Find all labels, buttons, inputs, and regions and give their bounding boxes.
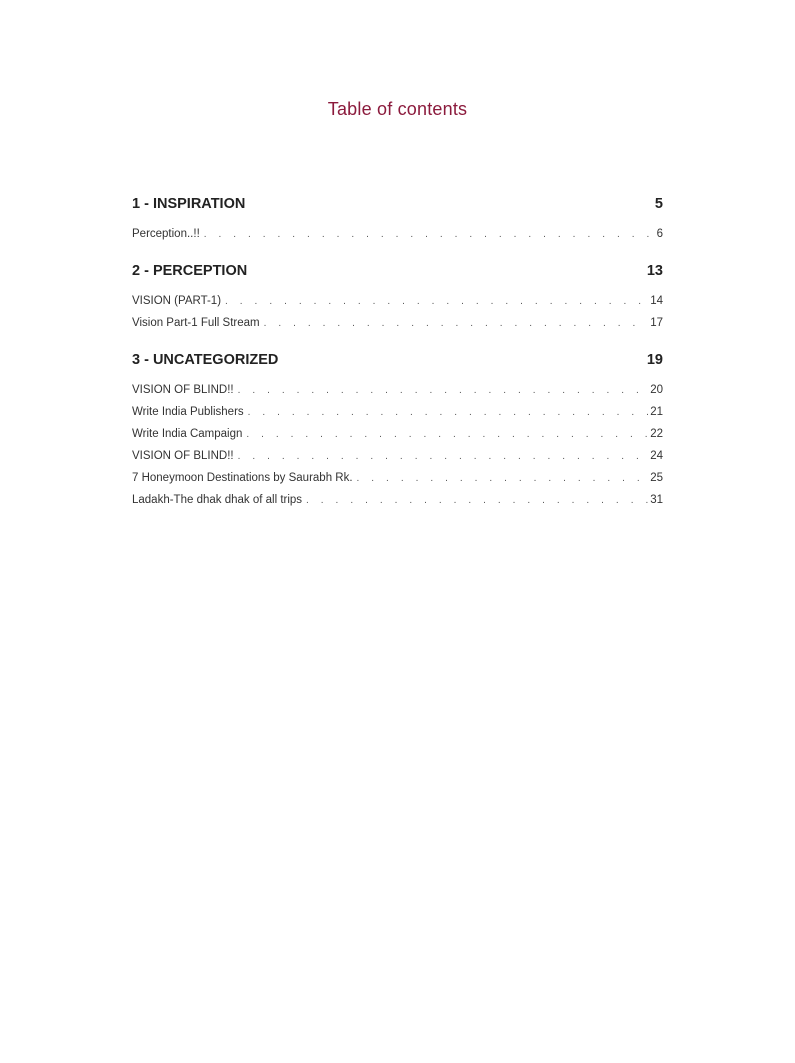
dot-leader (306, 490, 648, 512)
entry-label: VISION (PART-1) (132, 295, 222, 307)
entry-label: VISION OF BLIND!! (132, 384, 234, 396)
chapter-entries (132, 379, 663, 511)
chapter-label: 1 - INSPIRATION (132, 196, 246, 212)
chapter-heading[interactable] (132, 261, 663, 281)
toc-entry[interactable] (132, 445, 663, 467)
toc-entry[interactable] (132, 401, 663, 423)
toc-entry[interactable] (132, 223, 663, 245)
dot-leader (225, 291, 648, 313)
table-of-contents (132, 194, 663, 527)
dot-leader (204, 224, 655, 246)
entry-page-number: 21 (650, 406, 663, 418)
toc-entry[interactable] (132, 467, 663, 489)
entry-page-number: 22 (650, 428, 663, 440)
dot-leader (238, 446, 649, 468)
entry-page-number: 25 (650, 472, 663, 484)
chapter-page-number: 19 (646, 352, 663, 368)
entry-page-number: 31 (650, 494, 663, 506)
chapter-entries (132, 223, 663, 245)
dot-leader (246, 424, 648, 446)
dot-leader (264, 313, 649, 335)
chapter-page-number: 13 (646, 263, 663, 279)
chapter-label: 3 - UNCATEGORIZED (132, 352, 279, 368)
chapter-label: 2 - PERCEPTION (132, 263, 248, 279)
entry-label: Ladakh-The dhak dhak of all trips (132, 494, 303, 506)
dot-leader (357, 468, 649, 490)
toc-entry[interactable] (132, 312, 663, 334)
entry-page-number: 14 (650, 295, 663, 307)
entry-label: Perception..!! (132, 228, 200, 240)
toc-entry[interactable] (132, 290, 663, 312)
entry-page-number: 17 (650, 317, 663, 329)
chapter-page-number: 5 (654, 196, 663, 212)
entry-label: Write India Campaign (132, 428, 243, 440)
chapter-heading[interactable] (132, 194, 663, 214)
chapter-entries (132, 290, 663, 334)
entry-page-number: 20 (650, 384, 663, 396)
entry-label: Write India Publishers (132, 406, 244, 418)
entry-label: VISION OF BLIND!! (132, 450, 234, 462)
toc-title: Table of contents (327, 99, 468, 119)
toc-entry[interactable] (132, 379, 663, 401)
entry-label: 7 Honeymoon Destinations by Saurabh Rk. (132, 472, 353, 484)
entry-page-number: 6 (656, 228, 663, 240)
entry-page-number: 24 (650, 450, 663, 462)
chapter-heading[interactable] (132, 350, 663, 370)
entry-label: Vision Part-1 Full Stream (132, 317, 260, 329)
dot-leader (238, 380, 649, 402)
dot-leader (248, 402, 649, 424)
toc-entry[interactable] (132, 423, 663, 445)
toc-entry[interactable] (132, 489, 663, 511)
